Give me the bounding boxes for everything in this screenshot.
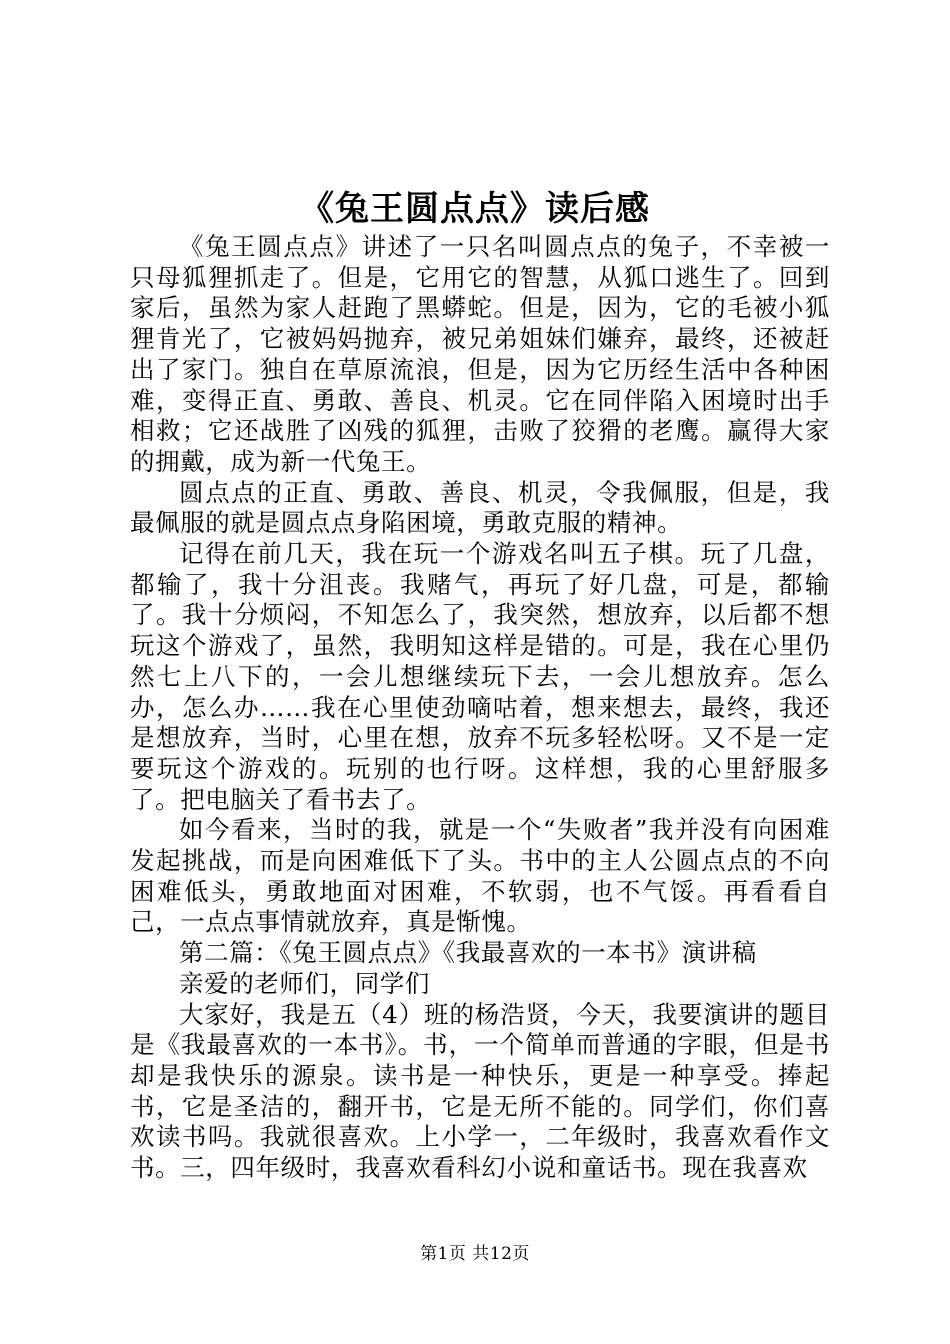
document-body <box>130 232 830 1184</box>
document-title: 《兔王圆点点》读后感 <box>300 189 650 229</box>
paragraph: 圆点点的正直、勇敢、善良、机灵，令我佩服，但是，我最佩服的就是圆点点身陷困境，勇敢克服的精神。 <box>130 477 830 538</box>
paragraph: 如今看来，当时的我，就是一个“失败者”我并没有向困难发起挑战，而是向困难低下了头。书中的主人公圆点点的不向困难低头，勇敢地面对困难，不软弱，也不气馁。再看看自己，一点点事情就放弃，真是惭愧。 <box>130 815 830 937</box>
section-heading: 第二篇：《兔王圆点点》《我最喜欢的一本书》演讲稿 <box>179 938 757 968</box>
paragraph: 大家好，我是五（4）班的杨浩贤，今天，我要演讲的题目是《我最喜欢的一本书》。书，一个简单而普通的字眼，但是书却是我快乐的源泉。读书是一种快乐，更是一种享受。捧起书，它是圣洁的，翻开书，它是无所不能的。同学们，你们喜欢读书吗。我就很喜欢。上小学一，二年级时，我喜欢看作文书。三，四年级时，我喜欢看科幻小说和童话书。现在我喜欢 <box>130 999 830 1183</box>
salutation: 亲爱的老师们，同学们 <box>179 968 430 998</box>
page-footer: 第1页 共12页 <box>420 1244 530 1264</box>
paragraph: 记得在前几天，我在玩一个游戏名叫五子棋。玩了几盘，都输了，我十分沮丧。我赌气，再玩了好几盘，可是，都输了。我十分烦闷，不知怎么了，我突然，想放弃，以后都不想玩这个游戏了，虽然，我明知这样是错的。可是，我在心里仍然七上八下的，一会儿想继续玩下去，一会儿想放弃。怎么办，怎么办……我在心里使劲嘀咕着，想来想去，最终，我还是想放弃，当时，心里在想，放弃不玩多轻松呀。又不是一定要玩这个游戏的。玩别的也行呀。这样想，我的心里舒服多了。把电脑关了看书去了。 <box>130 539 830 814</box>
paragraph: 《兔王圆点点》讲述了一只名叫圆点点的兔子，不幸被一只母狐狸抓走了。但是，它用它的智慧，从狐口逃生了。回到家后，虽然为家人赶跑了黑蟒蛇。但是，因为，它的毛被小狐狸肯光了，它被妈妈抛弃，被兄弟姐妹们嫌弃，最终，还被赶出了家门。独自在草原流浪，但是，因为它历经生活中各种困难，变得正直、勇敢、善良、机灵。它在同伴陷入困境时出手相救；它还战胜了凶残的狐狸，击败了狡猾的老鹰。赢得大家的拥戴，成为新一代兔王。 <box>130 232 830 476</box>
